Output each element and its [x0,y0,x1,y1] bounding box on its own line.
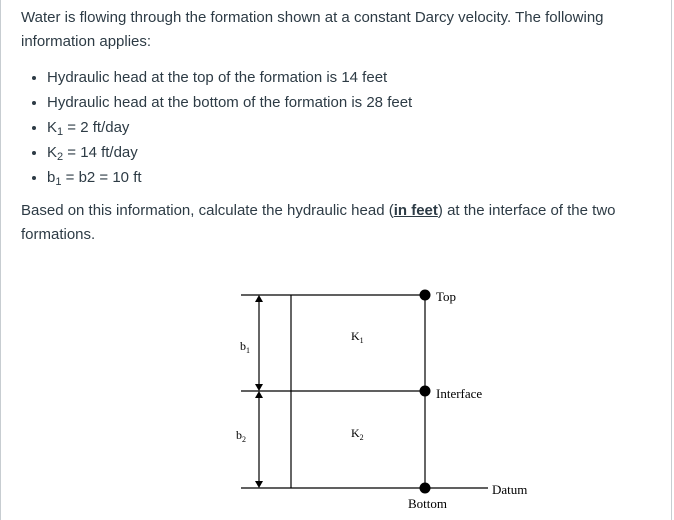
bottom-label: Bottom [408,496,448,511]
question-intro: Water is flowing through the formation shown at a constant Darcy velocity. The following information applies: [21,9,604,50]
given-item-thickness: • $b_1 = b2 = 10$ ft [47,165,661,190]
b2-arrow-up [255,391,263,398]
bottom-point [420,483,431,494]
given-item-k2: • $K_2 = 14$ ft/day [47,140,661,165]
b2-label: $b_2$ [236,428,246,444]
b1-arrow-up [255,295,263,302]
given-item-head-top: • Hydraulic head at the top of the formation is 14 feet [47,65,661,90]
datum-label: Datum [492,482,528,497]
k2-label: $K_2$ [351,426,364,442]
given-item-k1: • $K_1 = 2$ ft/day [47,115,661,140]
top-label: Top [436,289,457,304]
b2-arrow-down [255,481,263,488]
given-list [21,65,661,190]
given-item-head-bottom: • Hydraulic head at the bottom of the formation is 28 feet [47,90,661,115]
interface-point [420,386,431,397]
interface-label: Interface [436,386,483,401]
formation-diagram [230,283,540,514]
b1-label: $b_1$ [240,339,250,355]
question-prompt: Based on this information, calculate the hydraulic head (in feet) at the interface of the two formations. [21,202,616,243]
units-emphasis: in feet [393,202,438,219]
question-body [21,6,661,247]
b1-arrow-down [255,384,263,391]
k1-label: $K_1$ [351,329,364,345]
top-point [420,290,431,301]
